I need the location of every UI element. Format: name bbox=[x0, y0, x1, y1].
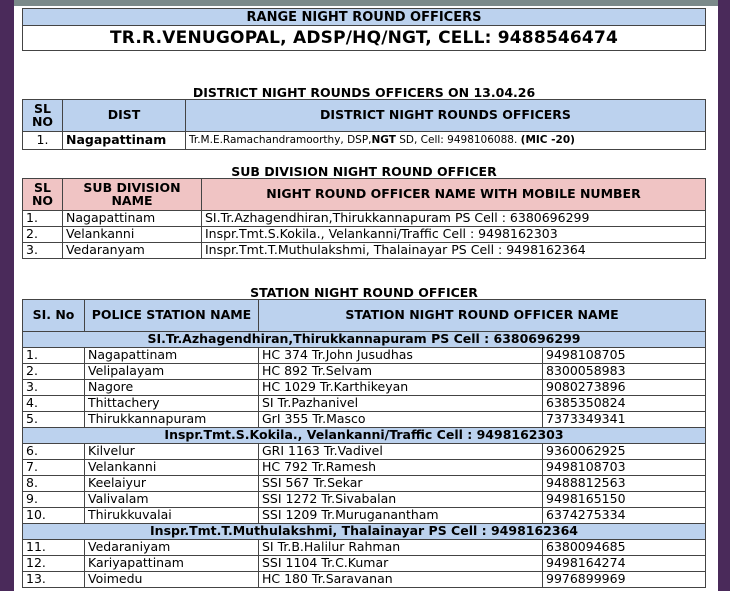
group-heading: Inspr.Tmt.S.Kokila., Velankanni/Traffic Cell : 9498162303 bbox=[23, 428, 706, 444]
station-sl: 8. bbox=[23, 476, 85, 492]
station-sl: 11. bbox=[23, 540, 85, 556]
station-name: Kilvelur bbox=[85, 444, 259, 460]
station-phone: 9498164274 bbox=[543, 556, 706, 572]
station-name: Voimedu bbox=[85, 572, 259, 588]
district-row-sl: 1. bbox=[23, 132, 63, 150]
subdivision-sl: 2. bbox=[23, 227, 63, 243]
station-officer: SI Tr.B.Halilur Rahman bbox=[259, 540, 543, 556]
district-officer-pre: Tr.M.E.Ramachandramoorthy, DSP, bbox=[189, 134, 372, 147]
station-phone: 6380094685 bbox=[543, 540, 706, 556]
station-phone: 9080273896 bbox=[543, 380, 706, 396]
district-officer-post: SD, Cell: 9498106088. bbox=[395, 134, 518, 147]
station-phone: 9976899969 bbox=[543, 572, 706, 588]
station-officer: GrI 355 Tr.Masco bbox=[259, 412, 543, 428]
subdivision-table bbox=[22, 178, 706, 259]
station-officer: HC 792 Tr.Ramesh bbox=[259, 460, 543, 476]
station-officer: HC 892 Tr.Selvam bbox=[259, 364, 543, 380]
station-officer: HC 374 Tr.John Jusudhas bbox=[259, 348, 543, 364]
subdivision-section-title: SUB DIVISION NIGHT ROUND OFFICER bbox=[231, 164, 497, 179]
station-name: Velipalayam bbox=[85, 364, 259, 380]
station-officer: HC 1029 Tr.Karthikeyan bbox=[259, 380, 543, 396]
group-heading: SI.Tr.Azhagendhiran,Thirukkannapuram PS Cell : 6380696299 bbox=[23, 332, 706, 348]
table-row bbox=[23, 211, 706, 227]
station-sl: 5. bbox=[23, 412, 85, 428]
station-name: Keelaiyur bbox=[85, 476, 259, 492]
table-row bbox=[23, 348, 706, 364]
subdivision-name: Vedaranyam bbox=[63, 243, 202, 259]
district-row-dist: Nagapattinam bbox=[63, 132, 186, 150]
station-phone: 6374275334 bbox=[543, 508, 706, 524]
station-phone: 9498165150 bbox=[543, 492, 706, 508]
table-row bbox=[23, 364, 706, 380]
district-header-dist: DIST bbox=[63, 100, 186, 132]
district-officer-mic: (MIC -20) bbox=[520, 134, 575, 147]
table-row bbox=[23, 492, 706, 508]
subdivision-officer: SI.Tr.Azhagendhiran,Thirukkannapuram PS Cell : 6380696299 bbox=[202, 211, 706, 227]
station-sl: 3. bbox=[23, 380, 85, 396]
table-row bbox=[23, 572, 706, 588]
station-officer: SI Tr.Pazhanivel bbox=[259, 396, 543, 412]
station-name: Nagore bbox=[85, 380, 259, 396]
district-section-title: DISTRICT NIGHT ROUNDS OFFICERS ON 13.04.26 bbox=[192, 85, 536, 100]
station-name: Thittachery bbox=[85, 396, 259, 412]
station-sl: 10. bbox=[23, 508, 85, 524]
table-row bbox=[23, 508, 706, 524]
station-officer: SSI 1209 Tr.Muruganantham bbox=[259, 508, 543, 524]
subdivision-sl: 3. bbox=[23, 243, 63, 259]
station-name: Thirukkannapuram bbox=[85, 412, 259, 428]
station-phone: 9498108705 bbox=[543, 348, 706, 364]
subdivision-name: Velankanni bbox=[63, 227, 202, 243]
table-row bbox=[23, 460, 706, 476]
district-header-officers: DISTRICT NIGHT ROUNDS OFFICERS bbox=[186, 100, 706, 132]
table-row bbox=[23, 227, 706, 243]
table-row bbox=[23, 396, 706, 412]
station-officer: HC 180 Tr.Saravanan bbox=[259, 572, 543, 588]
subdivision-sl: 1. bbox=[23, 211, 63, 227]
district-row-officer bbox=[186, 132, 706, 150]
station-phone: 9488812563 bbox=[543, 476, 706, 492]
station-sl: 1. bbox=[23, 348, 85, 364]
subdivision-officer: Inspr.Tmt.T.Muthulakshmi, Thalainayar PS Cell : 9498162364 bbox=[202, 243, 706, 259]
station-header-officer: STATION NIGHT ROUND OFFICER NAME bbox=[259, 300, 706, 332]
range-heading: RANGE NIGHT ROUND OFFICERS bbox=[23, 9, 706, 26]
subdivision-header-sl: SL NO bbox=[23, 179, 63, 211]
table-row bbox=[23, 540, 706, 556]
table-row bbox=[23, 412, 706, 428]
station-sl: 6. bbox=[23, 444, 85, 460]
document-page bbox=[22, 6, 706, 588]
station-phone: 9498108703 bbox=[543, 460, 706, 476]
station-name: Thirukkuvalai bbox=[85, 508, 259, 524]
station-name: Valivalam bbox=[85, 492, 259, 508]
station-officer: SSI 567 Tr.Sekar bbox=[259, 476, 543, 492]
station-sl: 7. bbox=[23, 460, 85, 476]
station-sl: 4. bbox=[23, 396, 85, 412]
station-sl: 12. bbox=[23, 556, 85, 572]
district-table bbox=[22, 99, 706, 150]
station-phone: 6385350824 bbox=[543, 396, 706, 412]
subdivision-header-officer: NIGHT ROUND OFFICER NAME WITH MOBILE NUMBER bbox=[202, 179, 706, 211]
table-row bbox=[23, 444, 706, 460]
table-row bbox=[23, 476, 706, 492]
station-sl: 2. bbox=[23, 364, 85, 380]
subdivision-name: Nagapattinam bbox=[63, 211, 202, 227]
table-row bbox=[23, 243, 706, 259]
right-frame-border bbox=[718, 0, 730, 591]
station-officer: SSI 1104 Tr.C.Kumar bbox=[259, 556, 543, 572]
district-officer-ngt: NGT bbox=[371, 134, 396, 147]
station-phone: 7373349341 bbox=[543, 412, 706, 428]
station-phone: 8300058983 bbox=[543, 364, 706, 380]
subdivision-header-name: SUB DIVISION NAME bbox=[63, 179, 202, 211]
station-header-name: POLICE STATION NAME bbox=[85, 300, 259, 332]
station-section-title: STATION NIGHT ROUND OFFICER bbox=[250, 285, 478, 300]
station-officer: GRI 1163 Tr.Vadivel bbox=[259, 444, 543, 460]
station-phone: 9360062925 bbox=[543, 444, 706, 460]
station-header-sl: SI. No bbox=[23, 300, 85, 332]
station-sl: 9. bbox=[23, 492, 85, 508]
range-officer-table bbox=[22, 8, 706, 51]
subdivision-officer: Inspr.Tmt.S.Kokila., Velankanni/Traffic Cell : 9498162303 bbox=[202, 227, 706, 243]
district-header-sl: SL NO bbox=[23, 100, 63, 132]
station-name: Kariyapattinam bbox=[85, 556, 259, 572]
station-name: Nagapattinam bbox=[85, 348, 259, 364]
table-row bbox=[23, 380, 706, 396]
station-sl: 13. bbox=[23, 572, 85, 588]
station-officer: SSI 1272 Tr.Sivabalan bbox=[259, 492, 543, 508]
station-name: Velankanni bbox=[85, 460, 259, 476]
station-table bbox=[22, 299, 706, 588]
left-frame-border bbox=[0, 0, 14, 591]
range-officer: TR.R.VENUGOPAL, ADSP/HQ/NGT, CELL: 9488546474 bbox=[23, 26, 706, 51]
table-row bbox=[23, 556, 706, 572]
station-name: Vedaraniyam bbox=[85, 540, 259, 556]
group-heading: Inspr.Tmt.T.Muthulakshmi, Thalainayar PS Cell : 9498162364 bbox=[23, 524, 706, 540]
